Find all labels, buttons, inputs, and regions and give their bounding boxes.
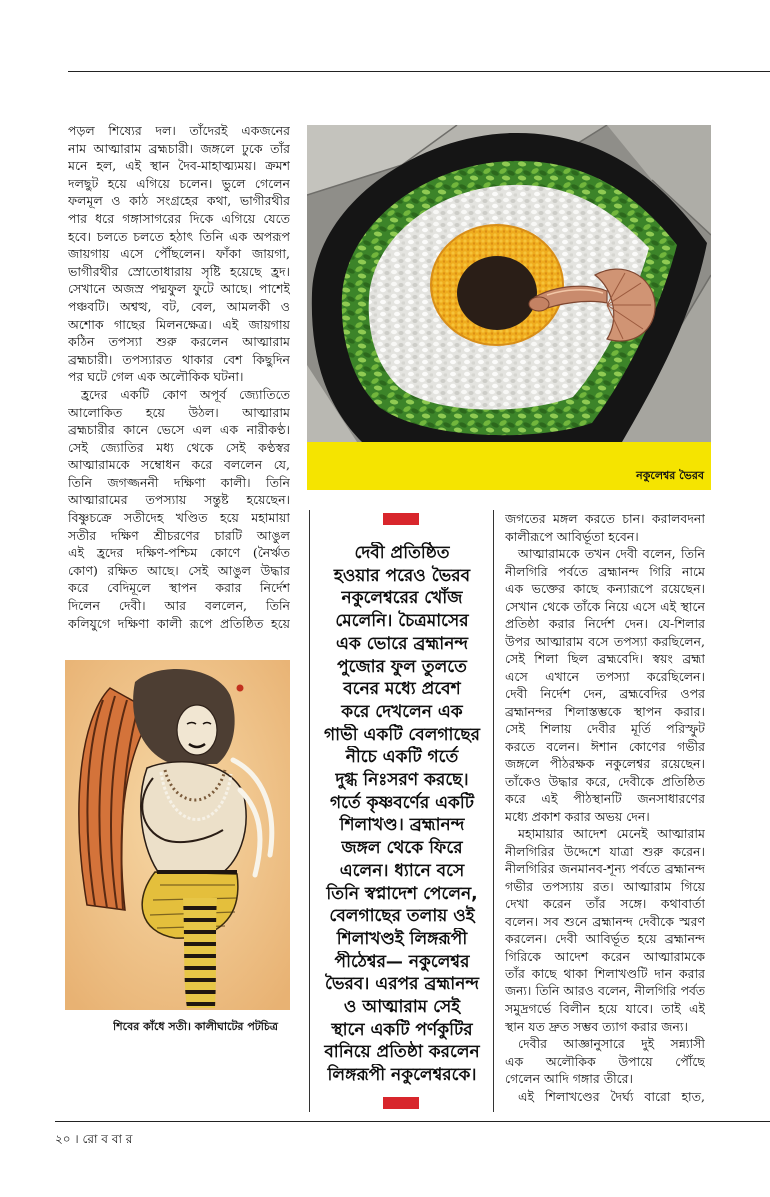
text-line: জগতের মঙ্গল করতে চান। করালবদনা <box>505 511 705 526</box>
text-line: জন্য। তিনি আরও বলেন, নীলগিরি পর্বত <box>505 983 705 998</box>
pull-quote-line: এলেন। ধ্যানে বসে <box>339 860 465 881</box>
text-line: সতীর দক্ষিণ শ্রীচরণের চারটি আঙুল <box>68 527 290 543</box>
text-line: সমুদ্রগর্ভে বিলীন হয়ে যাবে। তাই এই <box>505 1001 705 1016</box>
pull-quote-line: গাভী একটি বেলগাছের <box>324 724 480 745</box>
text-line: সেখান থেকে তাঁকে নিয়ে এসে এই স্থানে <box>505 598 705 614</box>
text-line: তাঁর কাছে থাকা শিলাখণ্ডটি দান করার <box>505 966 705 981</box>
text-line: অশোক গাছের মিলনক্ষেত্র। এই জায়গায় <box>68 316 290 332</box>
text-line: নীলগিরির উদ্দেশে যাত্রা শুরু করেন। <box>505 843 705 859</box>
text-line: আত্মারামকে সম্বোধন করে বললেন যে, <box>68 457 290 473</box>
painting-caption: শিবের কাঁধে সতী। কালীঘাটের পটচিত্র <box>113 1020 278 1033</box>
pull-quote-line: শিলাখণ্ড। ব্রহ্মানন্দ <box>339 815 465 836</box>
text-line: হ্রদের একটি কোণ অপূর্ব জ্যোতিতে <box>81 386 290 402</box>
text-line: সেই জ্যোতির মধ্য থেকে সেই কণ্ঠস্বর <box>68 439 290 455</box>
pull-quote-line: বনের মধ্যে প্রবেশ <box>343 679 461 700</box>
text-line: বলেন। সব শুনে ব্রহ্মানন্দ দেবীকে স্মরণ <box>505 913 705 929</box>
text-line: কলিযুগে দক্ষিণা কালী রূপে প্রতিষ্ঠিত হয়ে <box>68 615 290 631</box>
text-line: পার ধরে গঙ্গাসাগরের দিকে এগিয়ে যেতে <box>68 210 290 226</box>
text-line: হবে। চলতে চলতে হঠাৎ তিনি এক অপরূপ <box>68 228 290 244</box>
paragraph <box>505 825 705 1035</box>
text-line: দলছুট হয়ে এগিয়ে চলেন। ভুলে গেলেন <box>68 175 290 191</box>
text-line: নীলগিরির জনমানব-শূন্য পর্বতে ব্রহ্মানন্দ <box>505 861 705 876</box>
column-divider-right <box>493 510 494 1112</box>
left-text-column <box>68 122 290 632</box>
photo-caption: নকুলেশ্বর ভৈরব <box>636 469 704 482</box>
text-line: গভীর তপস্যায় রত। আত্মারাম গিয়ে <box>505 878 705 894</box>
paragraph <box>68 122 290 386</box>
text-line: পঞ্চবটি। অশ্বত্থ, বট, বেল, আমলকী ও <box>68 298 290 314</box>
text-line: মনে হল, এই স্থান দৈব-মাহাত্ম্যময়। ক্রমশ <box>68 158 290 174</box>
bottom-rule <box>55 1121 770 1122</box>
text-line: দিলেন দেবী। আর বললেন, তিনি <box>68 598 290 614</box>
text-line: স্থান যত দ্রুত সম্ভব ত্যাগ করার জন্য। <box>505 1018 688 1034</box>
text-line: করলেন। দেবী আবির্ভূত হয়ে ব্রহ্মানন্দ <box>505 931 705 946</box>
pull-quote-line: এক ভোরে ব্রহ্মানন্দ <box>336 633 468 654</box>
text-line: ব্রহ্মচারীর কানে ভেসে এল এক নারীকণ্ঠ। <box>68 422 290 438</box>
text-line: ফলমূল ও কাঠ সংগ্রহের কথা, ভাগীরথীর <box>68 193 290 209</box>
pull-quote-line: নকুলেশ্বরের খোঁজ <box>341 588 463 609</box>
text-line: দেবীর আজ্ঞানুসারে দুই সন্ন্যাসী <box>518 1036 705 1051</box>
text-line: করে বেদিমূলে স্থাপন করার নির্দেশ <box>68 580 290 596</box>
text-line: পড়ল শিষ্যের দল। তাঁদেরই একজনের <box>68 123 290 138</box>
pull-quote-bottom-bar <box>383 1097 419 1109</box>
pull-quote-line: হওয়ার পরেও ভৈরব <box>333 565 471 586</box>
pull-quote-line: করে দেখলেন এক <box>341 701 463 722</box>
pull-quote-line: শিলাখণ্ডই লিঙ্গরূপী <box>336 928 468 949</box>
text-line: দেবী নির্দেশ দেন, ব্রহ্মবেদির ওপর <box>505 686 705 701</box>
text-line: এক ভক্তের কাছে কন্যারূপে রয়েছেন। <box>505 581 705 596</box>
text-line: কোণ) রক্ষিত আছে। সেই আঙুল উদ্ধার <box>68 562 290 578</box>
paragraph <box>505 545 705 825</box>
text-line: বিষ্ণুচক্রে সতীদেহ খণ্ডিত হয়ে মহামায়া <box>68 510 290 526</box>
pull-quote-line: স্থানে একটি পর্ণকুটির <box>331 1019 473 1040</box>
nakuleshwar-photo <box>307 125 711 442</box>
pull-quote-top-bar <box>383 513 419 525</box>
text-line: মহামায়ার আদেশ মেনেই আত্মারাম <box>518 826 705 841</box>
text-line: আলোকিত হয়ে উঠল। আত্মারাম <box>68 404 290 420</box>
pull-quote-line: লিঙ্গরূপী নকুলেশ্বরকে। <box>327 1065 477 1086</box>
pull-quote-line: তিনি স্বপ্নাদেশ পেলেন, <box>326 883 478 904</box>
pull-quote-line: গর্তে কৃষ্ণবর্ণের একটি <box>329 792 475 813</box>
text-line: জায়গায় এসে পৌঁছলেন। ফাঁকা জায়গা, <box>68 246 290 262</box>
pull-quote-line: পীঠেশ্বর— নকুলেশ্বর <box>334 951 470 972</box>
photo-caption-band <box>307 442 711 490</box>
pull-quote-line: বেলগাছের তলায় ওই <box>329 906 475 927</box>
pull-quote <box>313 542 491 1087</box>
column-divider-left <box>309 510 310 1112</box>
text-line: কঠিন তপস্যা শুরু করলেন আত্মারাম <box>68 334 290 350</box>
page-footer: ২০ । রো ব বা র <box>55 1132 133 1146</box>
text-line: তিনি জগজ্জননী দক্ষিণা কালী। তিনি <box>68 474 290 490</box>
pull-quote-line: দেবী প্রতিষ্ঠিত <box>354 543 450 563</box>
text-line: জঙ্গলে পীঠরক্ষক নকুলেশ্বর রয়েছেন। <box>505 756 705 771</box>
text-line: তাঁকেও উদ্ধার করে, দেবীকে প্রতিষ্ঠিত <box>505 773 705 789</box>
text-line: গেলেন আদি গঙ্গার তীরে। <box>505 1071 634 1086</box>
pull-quote-line: ও আত্মারাম সেই <box>343 997 461 1018</box>
text-line: পর ঘটে গেল এক অলৌকিক ঘটনা। <box>68 369 244 385</box>
text-line: সেখানে অজস্র পদ্মফুল ফুটে আছে। পাশেই <box>68 281 290 297</box>
paragraph <box>505 1088 705 1106</box>
text-line: করতে বলেন। ঈশান কোণের গভীর <box>505 738 705 754</box>
text-line: করে এই পীঠস্থানটি জনসাধারণের <box>505 791 705 806</box>
text-line: দেখা করেন তাঁর সঙ্গে। কথাবার্তা <box>505 896 705 911</box>
text-line: মধ্যে প্রকাশ করার অভয় দেন। <box>505 808 650 824</box>
kalighat-painting <box>65 660 290 1010</box>
text-line: ব্রহ্মানন্দর শিলাস্তম্ভকে স্থাপন করার। <box>505 703 705 719</box>
pull-quote-line: ভৈরব। এরপর ব্রহ্মানন্দ <box>324 974 480 995</box>
text-line: প্রতিষ্ঠা করার নির্দেশ দেন। যে-শিলার <box>505 616 705 631</box>
text-line: ভাগীরথীর স্রোতোধারায় সৃষ্টি হয়েছে হ্রদ। <box>68 263 290 279</box>
kalighat-painting-image <box>65 660 290 1010</box>
text-line: আত্মারামের তপস্যায় সন্তুষ্ট হয়েছেন। <box>68 492 290 508</box>
text-line: কালীরূপে আবির্ভূতা হবেন। <box>505 528 639 544</box>
pull-quote-line: নীচে একটি গর্তে <box>345 747 459 768</box>
text-line: ব্রহ্মচারী। তপস্যারত থাকার বেশ কিছুদিন <box>68 351 290 367</box>
pull-quote-line: পুজোর ফুল তুলতে <box>337 656 467 677</box>
top-rule <box>68 71 770 72</box>
pull-quote-line: দুগ্ধ নিঃসরণ করছে। <box>335 770 469 791</box>
text-line: আত্মারামকে তখন দেবী বলেন, তিনি <box>518 546 705 561</box>
pull-quote-line: জঙ্গল থেকে ফিরে <box>341 838 463 859</box>
text-line: সেই শিলায় দেবীর মূর্তি পরিস্ফুট <box>505 721 705 736</box>
lingam-center <box>457 256 537 330</box>
text-line: এই হ্রদের দক্ষিণ-পশ্চিম কোণে (নৈর্ঋত <box>68 545 290 561</box>
right-text-column <box>505 510 705 1105</box>
nakuleshwar-photo-image <box>307 125 711 442</box>
text-line: উপর আত্মারাম বসে তপস্যা করছিলেন, <box>505 633 705 649</box>
pull-quote-line: মেলেনি। চৈত্রমাসের <box>335 611 469 632</box>
red-ornament <box>237 685 244 692</box>
paragraph <box>505 510 705 545</box>
text-line: এই শিলাখণ্ডের দৈর্ঘ্য বারো হাত, <box>518 1088 705 1104</box>
text-line: নীলগিরি পর্বতে ব্রহ্মানন্দ গিরি নামে <box>505 563 705 579</box>
paragraph <box>68 386 290 632</box>
text-line: এসে এখানে তপস্যা করেছিলেন। <box>505 668 705 684</box>
pull-quote-line: বানিয়ে প্রতিষ্ঠা করলেন <box>324 1042 480 1063</box>
text-line: এক অলৌকিক উপায়ে পৌঁছে <box>505 1053 705 1069</box>
text-line: গিরিকে আদেশ করেন আত্মারামকে <box>505 948 705 964</box>
text-line: নাম আত্মারাম ব্রহ্মচারী। জঙ্গলে ঢুকে তাঁর <box>68 140 290 156</box>
paragraph <box>505 1035 705 1088</box>
text-line: সেই শিলা ছিল ব্রহ্মবেদি। স্বয়ং ব্রহ্মা <box>505 651 705 666</box>
